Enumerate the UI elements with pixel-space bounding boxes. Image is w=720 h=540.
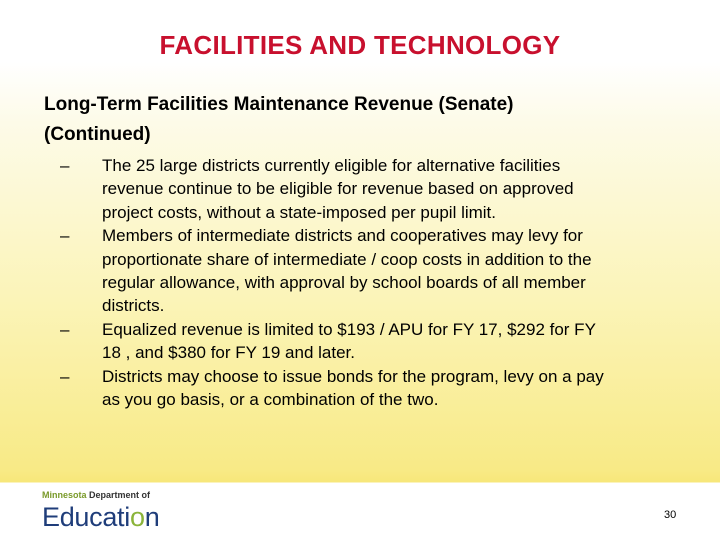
bullet-line: project costs, without a state-imposed per pupil limit. <box>102 202 497 222</box>
bullet-line: revenue continue to be eligible for revenue based on approved <box>102 179 574 199</box>
logo-word-start: Educati <box>42 502 130 532</box>
slide-title: FACILITIES AND TECHNOLOGY <box>159 30 561 60</box>
bullet-line: as you go basis, or a combination of the two. <box>102 390 439 410</box>
bullet-line: proportionate share of intermediate / coop costs in addition to the <box>102 249 592 269</box>
logo-state: Minnesota <box>42 490 87 500</box>
bullet-item <box>60 318 710 365</box>
bullet-line: districts. <box>102 296 165 316</box>
logo-accent-letter: o <box>129 502 145 532</box>
logo-department: Department of <box>89 490 151 500</box>
logo-word-end: n <box>144 502 160 532</box>
bullet-line: 18 , and $380 for FY 19 and later. <box>102 343 355 363</box>
bullet-list <box>60 154 710 411</box>
heading-line-2: (Continued) <box>44 124 151 145</box>
page-number: 30 <box>664 509 677 521</box>
bullet-line: The 25 large districts currently eligible for alternative facilities <box>102 156 561 175</box>
bullet-dash: – <box>60 319 70 339</box>
logo-wordmark <box>42 502 202 532</box>
mde-logo <box>42 490 202 532</box>
slide-heading <box>44 90 694 150</box>
logo-top-line <box>42 490 202 500</box>
bullet-line: Equalized revenue is limited to $193 / APU for FY 17, $292 for FY <box>102 319 596 339</box>
bullet-dash: – <box>60 156 70 175</box>
heading-line-1: Long-Term Facilities Maintenance Revenue (Senate) <box>44 94 514 115</box>
bullet-item <box>60 154 710 224</box>
bullet-line: regular allowance, with approval by school boards of all member <box>102 273 586 293</box>
bullet-item <box>60 224 710 318</box>
bullet-dash: – <box>60 226 70 246</box>
bullet-dash: – <box>60 366 70 386</box>
bullet-line: Districts may choose to issue bonds for the program, levy on a pay <box>102 366 604 386</box>
bullet-line: Members of intermediate districts and cooperatives may levy for <box>102 226 583 246</box>
bullet-item <box>60 365 710 412</box>
